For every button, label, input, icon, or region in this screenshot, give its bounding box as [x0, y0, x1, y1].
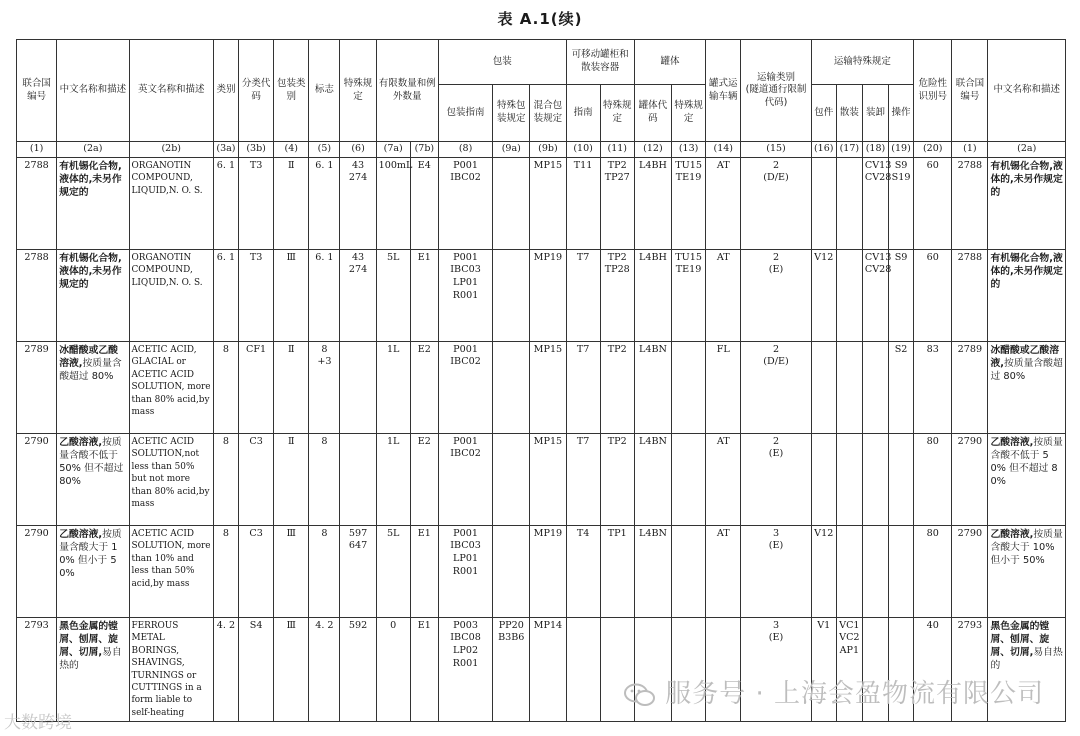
- english-name-cell: ACETIC ACID SOLUTION, more than 10% and less than 50% acid,by mass: [129, 525, 213, 617]
- tank-special-cell: TP2 TP28: [600, 249, 634, 341]
- header-tank: 罐体: [634, 40, 705, 85]
- english-name-cell: ACETIC ACID SOLUTION,not less than 50% but not more than 80% acid,by mass: [129, 433, 213, 525]
- un-number-right-cell: 2793: [952, 617, 988, 722]
- special-provisions-cell: 597 647: [340, 525, 376, 617]
- header-limited-quantities: 有限数量和例外数量: [376, 40, 438, 142]
- chinese-name-description: 易自热的: [990, 646, 1063, 671]
- special-packing-cell: [493, 157, 530, 249]
- un-number-cell: 2790: [17, 433, 57, 525]
- chinese-name-cell: [57, 341, 129, 433]
- chinese-name-description: 按质量含酸大于 10% 但小于 50%: [59, 528, 122, 579]
- chinese-name-cell: [57, 433, 129, 525]
- special-packing-cell: [493, 249, 530, 341]
- loading-provision-cell: CV13 CV28: [862, 249, 888, 341]
- shell-special-cell: [672, 433, 706, 525]
- classification-code-cell: S4: [239, 617, 274, 722]
- loading-provision-cell: [862, 341, 888, 433]
- packing-instructions-cell: P001 IBC02: [438, 157, 492, 249]
- classification-code-cell: C3: [239, 433, 274, 525]
- table-row: [17, 433, 1066, 525]
- header-hazard-id: 危险性识别号: [914, 40, 952, 142]
- chinese-name-description: 易自热的: [59, 646, 122, 671]
- chinese-name-cell: [57, 525, 129, 617]
- header-mixed-packing: 混合包装规定: [530, 85, 566, 142]
- header-shell-special: 特殊规定: [672, 85, 706, 142]
- column-index-cell: (17): [836, 142, 862, 158]
- class-cell: 6. 1: [213, 249, 238, 341]
- column-index-cell: (6): [340, 142, 376, 158]
- un-number-right-cell: 2790: [952, 433, 988, 525]
- labels-cell: 8: [309, 525, 340, 617]
- mixed-packing-cell: MP15: [530, 157, 566, 249]
- class-cell: 8: [213, 341, 238, 433]
- chinese-name-bold: 黑色金属的镗屑、刨屑、旋屑、切屑,: [990, 620, 1050, 658]
- shell-special-cell: [672, 341, 706, 433]
- vehicle-cell: AT: [706, 525, 741, 617]
- packing-instructions-cell: P003 IBC08 LP02 R001: [438, 617, 492, 722]
- transport-category-cell: 2 (D/E): [741, 341, 811, 433]
- header-special-provisions: 特殊规定: [340, 40, 376, 142]
- tank-instructions-cell: T11: [566, 157, 600, 249]
- excepted-quantity-cell: E1: [410, 249, 438, 341]
- labels-cell: 8: [309, 433, 340, 525]
- english-name-cell: ORGANOTIN COMPOUND, LIQUID,N. O. S.: [129, 157, 213, 249]
- classification-code-cell: C3: [239, 525, 274, 617]
- chinese-name-right-cell: [988, 157, 1066, 249]
- column-index-cell: (7a): [376, 142, 410, 158]
- un-number-cell: 2789: [17, 341, 57, 433]
- column-index-cell: (3a): [213, 142, 238, 158]
- special-provisions-cell: 43 274: [340, 249, 376, 341]
- column-index-cell: (13): [672, 142, 706, 158]
- labels-cell: 4. 2: [309, 617, 340, 722]
- header-loading: 装卸: [862, 85, 888, 142]
- table-row: [17, 341, 1066, 433]
- chinese-name-right-cell: [988, 249, 1066, 341]
- column-index-cell: (14): [706, 142, 741, 158]
- chinese-name-description: 按质量含酸大于 10% 但小于 50%: [990, 528, 1063, 566]
- special-packing-cell: [493, 525, 530, 617]
- packing-group-cell: Ⅲ: [274, 525, 309, 617]
- limited-quantity-cell: 100mL: [376, 157, 410, 249]
- header-packaging: 包装: [438, 40, 566, 85]
- hazard-id-cell: 80: [914, 433, 952, 525]
- transport-category-cell: 2 (E): [741, 433, 811, 525]
- chinese-name-description: 按质量含酸不低于 50% 但不超过 80%: [59, 436, 124, 487]
- special-packing-cell: [493, 433, 530, 525]
- bulk-provision-cell: VC1 VC2 AP1: [836, 617, 862, 722]
- loading-provision-cell: CV13 CV28: [862, 157, 888, 249]
- header-operation: 操作: [889, 85, 914, 142]
- chinese-name-cell: [57, 157, 129, 249]
- excepted-quantity-cell: E2: [410, 433, 438, 525]
- mixed-packing-cell: MP15: [530, 433, 566, 525]
- class-cell: 4. 2: [213, 617, 238, 722]
- limited-quantity-cell: 5L: [376, 249, 410, 341]
- english-name-cell: FERROUS METAL BORINGS, SHAVINGS, TURNINGS or CUTTINGS in a form liable to self-heating: [129, 617, 213, 722]
- vehicle-cell: AT: [706, 249, 741, 341]
- english-name-cell: ORGANOTIN COMPOUND, LIQUID,N. O. S.: [129, 249, 213, 341]
- tunnel-code-label: (隧道通行限制代码): [745, 84, 807, 108]
- header-tank-special: 特殊规定: [600, 85, 634, 142]
- chinese-name-bold: 有机锡化合物,液体的,未另作规定的: [59, 160, 122, 198]
- chinese-name-bold: 黑色金属的镗屑、刨屑、旋屑、切屑,: [59, 620, 118, 658]
- shell-special-cell: TU15 TE19: [672, 249, 706, 341]
- chinese-name-bold: 乙酸溶液,: [990, 436, 1034, 448]
- shell-code-cell: L4BN: [634, 341, 671, 433]
- tank-instructions-cell: T7: [566, 433, 600, 525]
- special-provisions-cell: [340, 433, 376, 525]
- bulk-provision-cell: [836, 249, 862, 341]
- hazard-id-cell: 60: [914, 249, 952, 341]
- shell-special-cell: TU15 TE19: [672, 157, 706, 249]
- chinese-name-bold: 有机锡化合物,液体的,未另作规定的: [59, 252, 122, 290]
- header-portable-tanks: 可移动罐柜和散装容器: [566, 40, 634, 85]
- excepted-quantity-cell: E4: [410, 157, 438, 249]
- hazard-id-cell: 80: [914, 525, 952, 617]
- tank-special-cell: TP1: [600, 525, 634, 617]
- chinese-name-bold: 冰醋酸或乙酸溶液,: [990, 344, 1060, 369]
- operation-provision-cell: S2: [889, 341, 914, 433]
- limited-quantity-cell: 5L: [376, 525, 410, 617]
- column-index-cell: (7b): [410, 142, 438, 158]
- chinese-name-description: 按质量含酸超过 80%: [59, 357, 122, 382]
- operation-provision-cell: S9 S19: [889, 157, 914, 249]
- hazard-id-cell: 40: [914, 617, 952, 722]
- header-english-name: 英文名称和描述: [129, 40, 213, 142]
- un-number-cell: 2790: [17, 525, 57, 617]
- class-cell: 8: [213, 525, 238, 617]
- column-index-cell: (1): [952, 142, 988, 158]
- header-un-number: 联合国编号: [17, 40, 57, 142]
- chinese-name-right-cell: [988, 341, 1066, 433]
- packages-provision-cell: [811, 433, 836, 525]
- column-index-cell: (3b): [239, 142, 274, 158]
- header-packing-instructions: 包装指南: [438, 85, 492, 142]
- header-un-number-right: 联合国编号: [952, 40, 988, 142]
- transport-category-cell: 3 (E): [741, 525, 811, 617]
- packages-provision-cell: [811, 157, 836, 249]
- column-index-cell: (2a): [988, 142, 1066, 158]
- classification-code-cell: T3: [239, 249, 274, 341]
- watermark-text: 服务号 · 上海会盈物流有限公司: [665, 679, 1044, 709]
- packing-instructions-cell: P001 IBC03 LP01 R001: [438, 525, 492, 617]
- chinese-name-bold: 有机锡化合物,液体的,未另作规定的: [990, 252, 1063, 290]
- chinese-name-right-cell: [988, 525, 1066, 617]
- column-index-row: [17, 142, 1066, 158]
- english-name-cell: ACETIC ACID, GLACIAL or ACETIC ACID SOLUTION, more than 80% acid,by mass: [129, 341, 213, 433]
- special-packing-cell: [493, 341, 530, 433]
- header-chinese-name: 中文名称和描述: [57, 40, 129, 142]
- bulk-provision-cell: [836, 433, 862, 525]
- header-tank-instructions: 指南: [566, 85, 600, 142]
- packing-instructions-cell: P001 IBC02: [438, 433, 492, 525]
- packing-group-cell: Ⅱ: [274, 433, 309, 525]
- operation-provision-cell: [889, 525, 914, 617]
- special-provisions-cell: [340, 341, 376, 433]
- chinese-name-bold: 乙酸溶液,: [990, 528, 1034, 540]
- header-class: 类别: [213, 40, 238, 142]
- vehicle-cell: AT: [706, 433, 741, 525]
- vehicle-cell: AT: [706, 157, 741, 249]
- packing-group-cell: Ⅲ: [274, 617, 309, 722]
- chinese-name-cell: [57, 249, 129, 341]
- header-special-packing: 特殊包装规定: [493, 85, 530, 142]
- transport-category-label: 运输类别: [757, 71, 796, 83]
- transport-category-cell: 3 (E): [741, 617, 811, 722]
- hazard-id-cell: 83: [914, 341, 952, 433]
- un-number-right-cell: 2790: [952, 525, 988, 617]
- labels-cell: 6. 1: [309, 157, 340, 249]
- labels-cell: 6. 1: [309, 249, 340, 341]
- special-packing-cell: PP20 B3B6: [493, 617, 530, 722]
- packing-group-cell: Ⅱ: [274, 341, 309, 433]
- un-number-cell: 2788: [17, 157, 57, 249]
- column-index-cell: (5): [309, 142, 340, 158]
- column-index-cell: (9a): [493, 142, 530, 158]
- loading-provision-cell: [862, 525, 888, 617]
- excepted-quantity-cell: E2: [410, 341, 438, 433]
- limited-quantity-cell: 0: [376, 617, 410, 722]
- column-index-cell: (10): [566, 142, 600, 158]
- column-index-cell: (15): [741, 142, 811, 158]
- bulk-provision-cell: [836, 525, 862, 617]
- packages-provision-cell: V12: [811, 249, 836, 341]
- column-index-cell: (1): [17, 142, 57, 158]
- shell-code-cell: L4BH: [634, 157, 671, 249]
- chinese-name-bold: 乙酸溶液,: [59, 528, 103, 540]
- header-bulk: 散装: [836, 85, 862, 142]
- chinese-name-description: 按质量含酸不低于 50% 但不超过 80%: [990, 436, 1063, 487]
- transport-category-cell: 2 (D/E): [741, 157, 811, 249]
- page-title: 表 A.1(续): [497, 10, 583, 28]
- column-index-cell: (8): [438, 142, 492, 158]
- chinese-name-bold: 有机锡化合物,液体的,未另作规定的: [990, 160, 1063, 198]
- packages-provision-cell: [811, 341, 836, 433]
- column-index-cell: (12): [634, 142, 671, 158]
- mixed-packing-cell: MP15: [530, 341, 566, 433]
- chinese-name-bold: 乙酸溶液,: [59, 436, 103, 448]
- un-number-cell: 2793: [17, 617, 57, 722]
- header-packing-group: 包装类别: [274, 40, 309, 142]
- hazard-id-cell: 60: [914, 157, 952, 249]
- chinese-name-cell: [57, 617, 129, 722]
- operation-provision-cell: [889, 433, 914, 525]
- header-shell-code: 罐体代码: [634, 85, 671, 142]
- vehicle-cell: FL: [706, 341, 741, 433]
- column-index-cell: (2b): [129, 142, 213, 158]
- packages-provision-cell: V12: [811, 525, 836, 617]
- packing-instructions-cell: P001 IBC02: [438, 341, 492, 433]
- mixed-packing-cell: MP19: [530, 249, 566, 341]
- packing-group-cell: Ⅱ: [274, 157, 309, 249]
- packing-instructions-cell: P001 IBC03 LP01 R001: [438, 249, 492, 341]
- classification-code-cell: T3: [239, 157, 274, 249]
- special-provisions-cell: 43 274: [340, 157, 376, 249]
- shell-code-cell: L4BH: [634, 249, 671, 341]
- table-row: [17, 525, 1066, 617]
- class-cell: 8: [213, 433, 238, 525]
- column-index-cell: (2a): [57, 142, 129, 158]
- limited-quantity-cell: 1L: [376, 433, 410, 525]
- table-row: [17, 249, 1066, 341]
- column-index-cell: (18): [862, 142, 888, 158]
- shell-code-cell: L4BN: [634, 525, 671, 617]
- header-classification-code: 分类代码: [239, 40, 274, 142]
- loading-provision-cell: [862, 433, 888, 525]
- class-cell: 6. 1: [213, 157, 238, 249]
- wechat-icon: [623, 683, 657, 707]
- mixed-packing-cell: MP19: [530, 525, 566, 617]
- shell-special-cell: [672, 525, 706, 617]
- column-index-cell: (11): [600, 142, 634, 158]
- header-chinese-name-right: 中文名称和描述: [988, 40, 1066, 142]
- bulk-provision-cell: [836, 341, 862, 433]
- tank-instructions-cell: T4: [566, 525, 600, 617]
- tank-special-cell: TP2: [600, 433, 634, 525]
- tank-special-cell: TP2 TP27: [600, 157, 634, 249]
- shell-code-cell: L4BN: [634, 433, 671, 525]
- packages-provision-cell: V1: [811, 617, 836, 722]
- un-number-right-cell: 2788: [952, 249, 988, 341]
- packing-group-cell: Ⅲ: [274, 249, 309, 341]
- column-index-cell: (19): [889, 142, 914, 158]
- dangerous-goods-table: [16, 39, 1066, 722]
- tank-instructions-cell: [566, 617, 600, 722]
- header-transport-category: [741, 40, 811, 142]
- excepted-quantity-cell: E1: [410, 525, 438, 617]
- column-index-cell: (20): [914, 142, 952, 158]
- header-carriage-provisions: 运输特殊规定: [811, 40, 913, 85]
- header-packages: 包件: [811, 85, 836, 142]
- limited-quantity-cell: 1L: [376, 341, 410, 433]
- header-labels: 标志: [309, 40, 340, 142]
- operation-provision-cell: S9: [889, 249, 914, 341]
- tank-instructions-cell: T7: [566, 341, 600, 433]
- classification-code-cell: CF1: [239, 341, 274, 433]
- chinese-name-right-cell: [988, 433, 1066, 525]
- chinese-name-description: 按质量含酸超过 80%: [990, 357, 1063, 382]
- tank-instructions-cell: T7: [566, 249, 600, 341]
- bulk-provision-cell: [836, 157, 862, 249]
- un-number-cell: 2788: [17, 249, 57, 341]
- column-index-cell: (4): [274, 142, 309, 158]
- chinese-name-bold: 冰醋酸或乙酸溶液,: [59, 344, 118, 369]
- un-number-right-cell: 2789: [952, 341, 988, 433]
- un-number-right-cell: 2788: [952, 157, 988, 249]
- excepted-quantity-cell: E1: [410, 617, 438, 722]
- column-index-cell: (16): [811, 142, 836, 158]
- mixed-packing-cell: MP14: [530, 617, 566, 722]
- special-provisions-cell: 592: [340, 617, 376, 722]
- watermark: [623, 673, 1044, 710]
- transport-category-cell: 2 (E): [741, 249, 811, 341]
- table-row: [17, 157, 1066, 249]
- labels-cell: 8 +3: [309, 341, 340, 433]
- column-index-cell: (9b): [530, 142, 566, 158]
- header-tank-vehicle: 罐式运输车辆: [706, 40, 741, 142]
- tank-special-cell: TP2: [600, 341, 634, 433]
- corner-watermark: 大数跨境: [4, 713, 72, 733]
